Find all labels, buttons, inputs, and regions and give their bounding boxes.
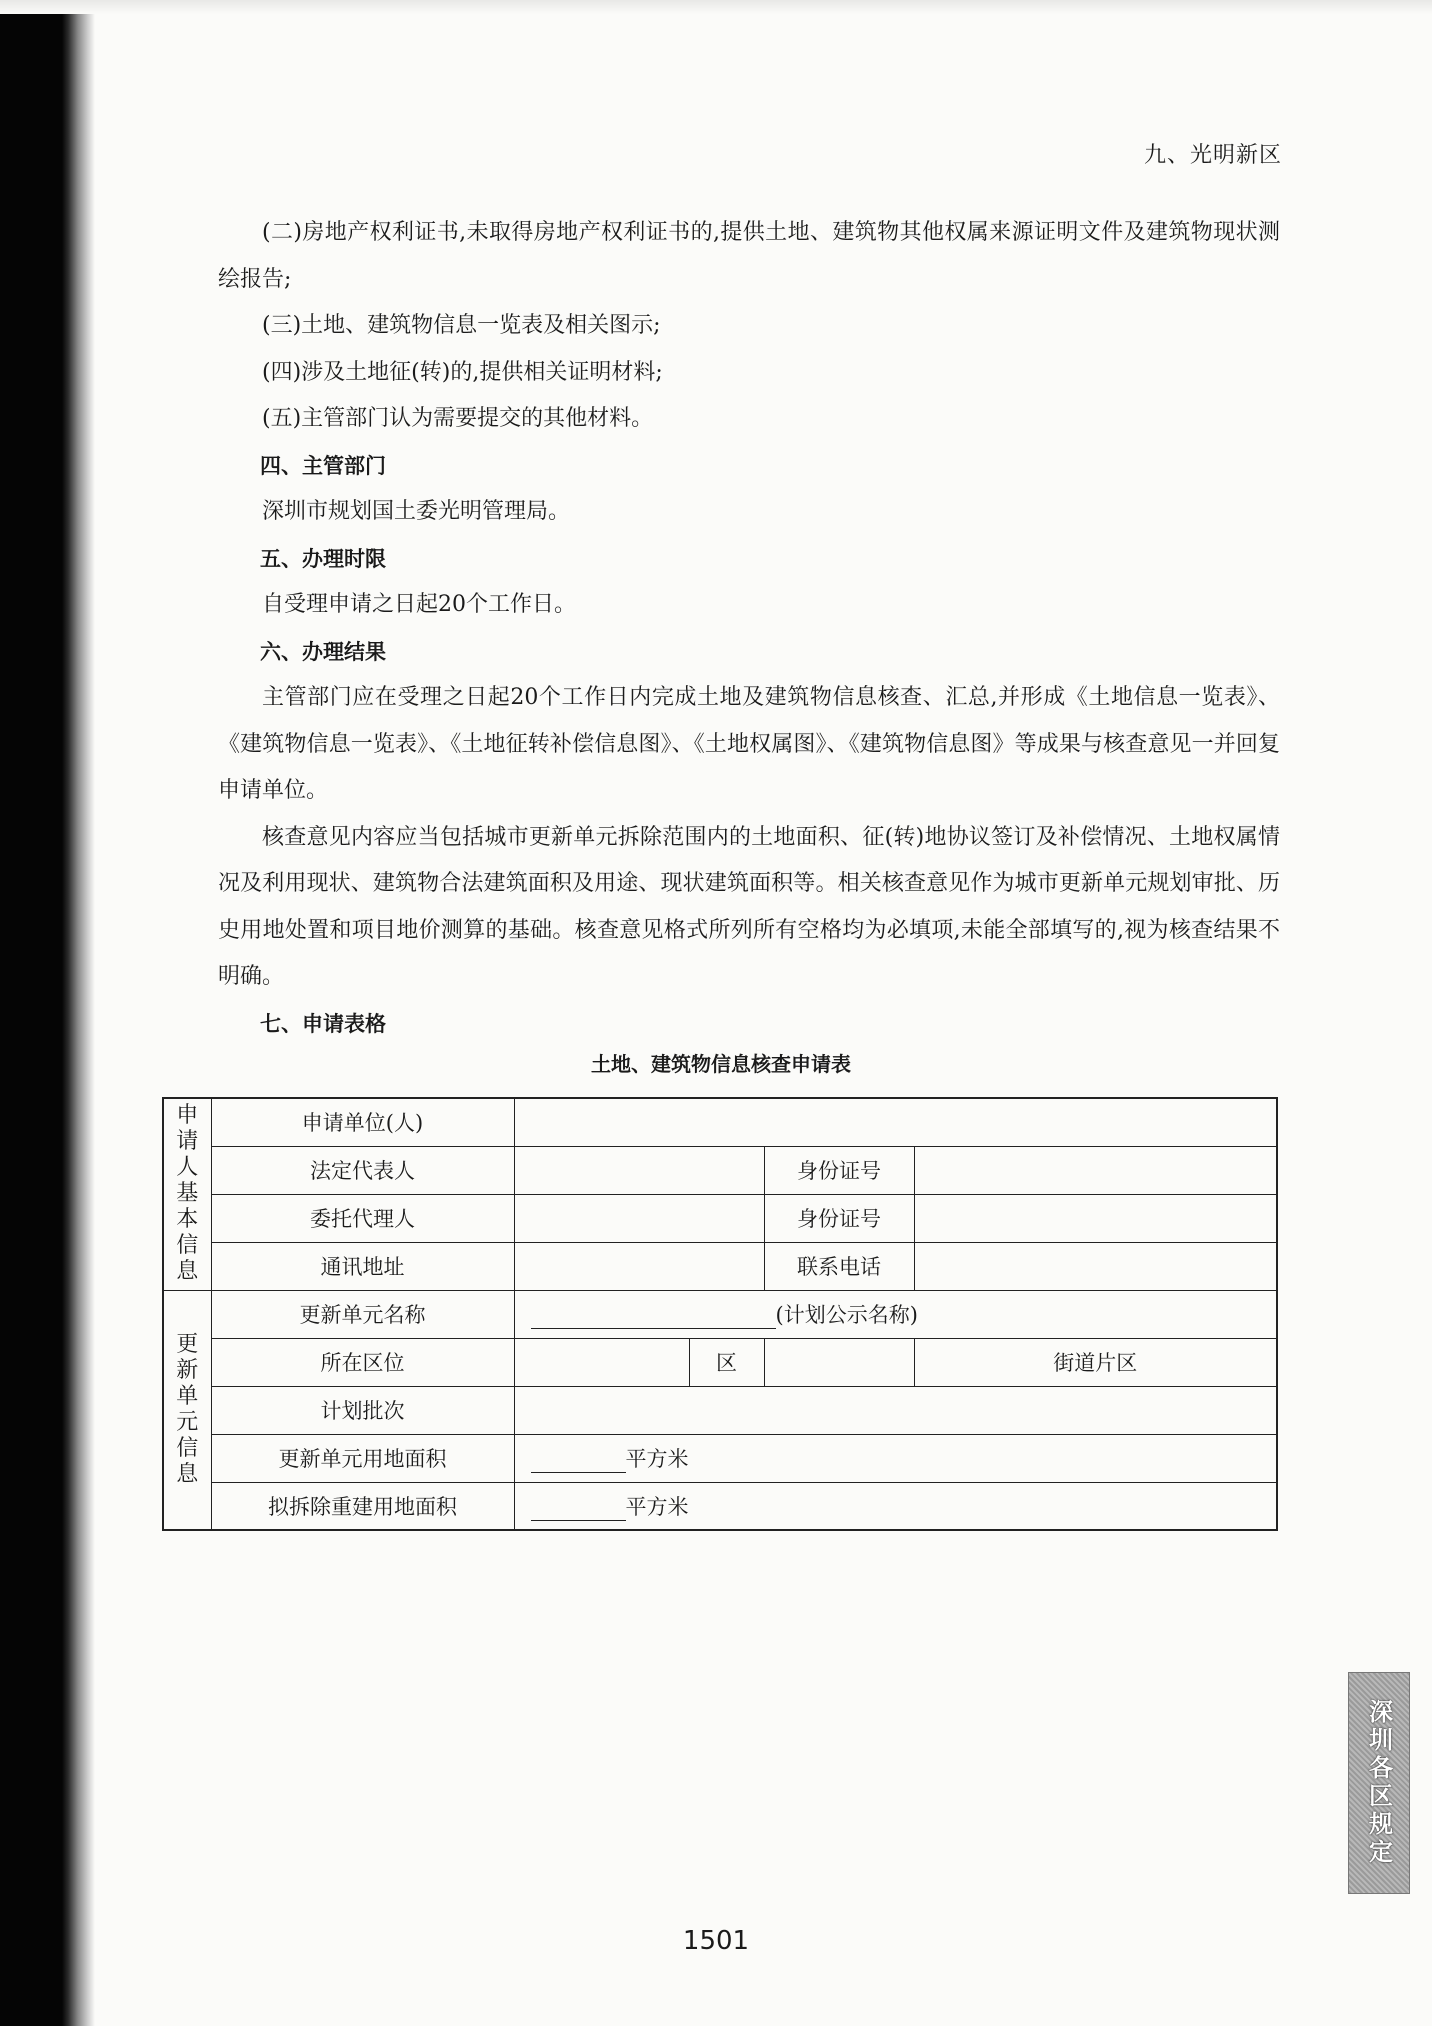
paragraph: 自受理申请之日起20个工作日。 [262,592,576,617]
paragraph: 核查意见内容应当包括城市更新单元拆除范围内的土地面积、征(转)地协议签订及补偿情况、土地权属情况及利用现状、建筑物合法建筑面积及用途、现状建筑面积等。相关核查意见作为城市更新单元规划审批、历史用地处置和项目地价测算的基础。核查意见格式所列所有空格均为必填项,未能全部填写的,视为核查结果不明确。 [218,824,1280,989]
binding-shadow [0,0,95,2026]
running-header: 九、光明新区 [1143,143,1282,168]
unit-name-field[interactable] [514,1290,1277,1338]
group-label-applicant: 申请人基本信息 [163,1098,211,1290]
legal-rep-field[interactable] [514,1146,764,1194]
agent-id-label: 身份证号 [764,1194,914,1242]
location-district-field[interactable] [514,1338,689,1386]
table-title: 土地、建筑物信息核查申请表 [591,1052,851,1076]
paragraph: (五)主管部门认为需要提交的其他材料。 [262,406,654,431]
agent-label: 委托代理人 [211,1194,514,1242]
legal-rep-id-field[interactable] [914,1146,1277,1194]
unit-area-blank[interactable] [531,1450,626,1473]
unit-name-note: (计划公示名称) [775,1303,918,1327]
location-label: 所在区位 [211,1338,514,1386]
legal-rep-label: 法定代表人 [211,1146,514,1194]
address-field[interactable] [514,1242,764,1290]
body-text [218,210,1280,1047]
section-heading: 四、主管部门 [260,453,386,478]
applicant-label: 申请单位(人) [211,1098,514,1146]
street-label: 街道片区 [914,1338,1277,1386]
unit-name-label: 更新单元名称 [211,1290,514,1338]
demolish-area-label: 拟拆除重建用地面积 [211,1482,514,1530]
phone-label: 联系电话 [764,1242,914,1290]
unit-name-blank[interactable] [531,1306,776,1329]
unit-area-unit: 平方米 [625,1447,689,1471]
application-form-table [162,1097,1278,1531]
paragraph: (三)土地、建筑物信息一览表及相关图示; [262,313,661,338]
location-street-field[interactable] [764,1338,914,1386]
section-heading: 七、申请表格 [260,1011,386,1036]
agent-id-field[interactable] [914,1194,1277,1242]
batch-field[interactable] [514,1386,1277,1434]
legal-rep-id-label: 身份证号 [764,1146,914,1194]
paragraph: (四)涉及土地征(转)的,提供相关证明材料; [262,359,663,385]
paragraph: (二)房地产权利证书,未取得房地产权利证书的,提供土地、建筑物其他权属来源证明文件及建筑物现状测绘报告; [218,220,1280,292]
phone-field[interactable] [914,1242,1277,1290]
demolish-area-unit: 平方米 [625,1494,689,1519]
unit-area-field[interactable] [514,1434,1277,1482]
scan-edge [0,0,1432,14]
paragraph: 深圳市规划国土委光明管理局。 [262,499,571,524]
paragraph: 主管部门应在受理之日起20个工作日内完成土地及建筑物信息核查、汇总,并形成《土地信息一览表》、《建筑物信息一览表》、《土地征转补偿信息图》、《土地权属图》、《建筑物信息图》等成果与核查意见一并回复申请单位。 [218,685,1280,803]
demolish-area-blank[interactable] [531,1498,626,1521]
batch-label: 计划批次 [211,1386,514,1434]
group-label-unit: 更新单元信息 [163,1290,211,1530]
address-label: 通讯地址 [211,1242,514,1290]
applicant-field[interactable] [514,1098,1277,1146]
unit-area-label: 更新单元用地面积 [211,1434,514,1482]
side-thumb-tab: 深圳各区规定 [1348,1672,1410,1894]
district-label: 区 [689,1338,764,1386]
page-number: 1501 [682,1926,750,1956]
agent-field[interactable] [514,1194,764,1242]
section-heading: 六、办理结果 [260,639,386,664]
section-heading: 五、办理时限 [260,546,386,571]
demolish-area-field[interactable] [514,1482,1277,1530]
